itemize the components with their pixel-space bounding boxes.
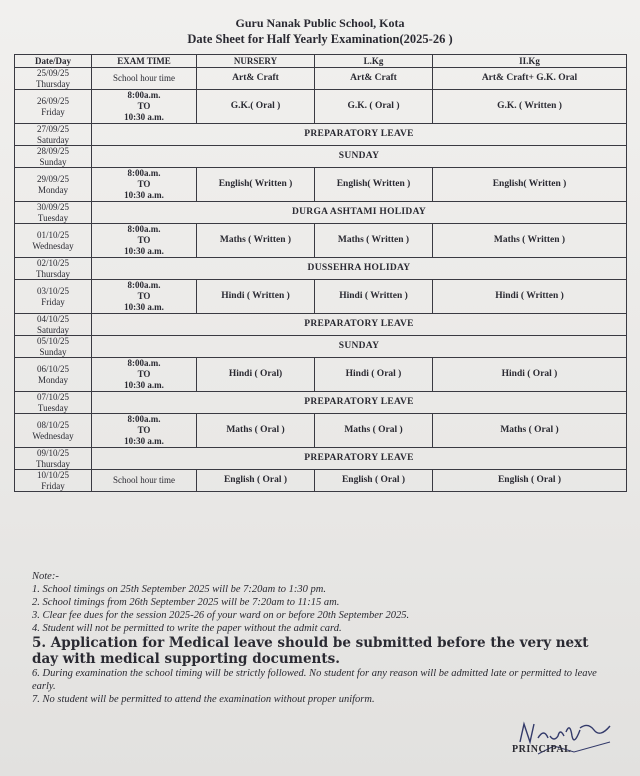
day-text: Wednesday bbox=[32, 240, 74, 251]
time-line: 8:00a.m. bbox=[127, 168, 161, 178]
table-row bbox=[15, 68, 627, 90]
note-7: 7. No student will be permitted to attend the examination without proper uniform. bbox=[32, 694, 375, 705]
date-day-cell bbox=[15, 314, 92, 336]
date-text: 10/10/25 bbox=[36, 470, 69, 480]
time-line: 10:30 a.m. bbox=[124, 436, 164, 446]
time-line: TO bbox=[137, 101, 151, 111]
notes-section bbox=[32, 570, 612, 706]
table-row bbox=[15, 224, 627, 258]
date-text: 04/10/25 bbox=[36, 314, 69, 324]
date-text: 29/09/25 bbox=[36, 174, 69, 184]
table-row bbox=[15, 470, 627, 492]
day-text: Thursday bbox=[36, 78, 70, 89]
table-row bbox=[15, 336, 627, 358]
time-line: TO bbox=[137, 291, 151, 301]
lkg-subject-cell: G.K. ( Oral ) bbox=[315, 90, 433, 124]
date-day-cell bbox=[15, 448, 92, 470]
nursery-subject-cell: English ( Oral ) bbox=[197, 470, 315, 492]
table-header-row bbox=[15, 55, 627, 68]
time-line: 8:00a.m. bbox=[127, 358, 161, 368]
date-day-cell bbox=[15, 90, 92, 124]
nursery-subject-cell: Hindi ( Written ) bbox=[197, 280, 315, 314]
ukg-subject-cell: Maths ( Written ) bbox=[433, 224, 627, 258]
nursery-subject-cell: Art& Craft bbox=[197, 68, 315, 90]
time-line: 8:00a.m. bbox=[127, 414, 161, 424]
day-text: Saturday bbox=[37, 134, 69, 145]
exam-time-cell bbox=[92, 414, 197, 448]
note-5: 5. Application for Medical leave should be submitted before the very next day with medical supporting documents. bbox=[32, 635, 589, 667]
exam-time-cell: School hour time bbox=[92, 470, 197, 492]
date-text: 28/09/25 bbox=[36, 146, 69, 156]
date-text: 07/10/25 bbox=[36, 392, 69, 402]
date-day-cell bbox=[15, 124, 92, 146]
time-line: 10:30 a.m. bbox=[124, 190, 164, 200]
time-line: 10:30 a.m. bbox=[124, 380, 164, 390]
span-cell: PREPARATORY LEAVE bbox=[92, 314, 627, 336]
table-row bbox=[15, 124, 627, 146]
table-row bbox=[15, 146, 627, 168]
ukg-subject-cell: Hindi ( Written ) bbox=[433, 280, 627, 314]
date-text: 25/09/25 bbox=[36, 68, 69, 78]
ukg-subject-cell: English( Written ) bbox=[433, 168, 627, 202]
date-day-cell bbox=[15, 68, 92, 90]
span-cell: SUNDAY bbox=[92, 336, 627, 358]
time-line: 8:00a.m. bbox=[127, 90, 161, 100]
col-ukg: II.Kg bbox=[433, 55, 627, 68]
date-text: 02/10/25 bbox=[36, 258, 69, 268]
time-line: TO bbox=[137, 235, 151, 245]
notes-title: Note:- bbox=[32, 571, 59, 582]
lkg-subject-cell: Hindi ( Oral ) bbox=[315, 358, 433, 392]
day-text: Wednesday bbox=[32, 430, 74, 441]
nursery-subject-cell: Maths ( Oral ) bbox=[197, 414, 315, 448]
day-text: Tuesday bbox=[37, 402, 69, 413]
table-row bbox=[15, 414, 627, 448]
col-exam-time: EXAM TIME bbox=[92, 55, 197, 68]
date-day-cell bbox=[15, 168, 92, 202]
lkg-subject-cell: English ( Oral ) bbox=[315, 470, 433, 492]
day-text: Thursday bbox=[36, 268, 70, 279]
date-text: 03/10/25 bbox=[36, 286, 69, 296]
date-text: 30/09/25 bbox=[36, 202, 69, 212]
lkg-subject-cell: Maths ( Oral ) bbox=[315, 414, 433, 448]
exam-time-cell: School hour time bbox=[92, 68, 197, 90]
table-row bbox=[15, 202, 627, 224]
date-day-cell bbox=[15, 414, 92, 448]
nursery-subject-cell: Maths ( Written ) bbox=[197, 224, 315, 258]
date-text: 08/10/25 bbox=[36, 420, 69, 430]
principal-label: PRINCIPAL bbox=[512, 744, 572, 755]
nursery-subject-cell: Hindi ( Oral) bbox=[197, 358, 315, 392]
day-text: Friday bbox=[41, 296, 65, 307]
note-3: 3. Clear fee dues for the session 2025-26 of your ward on or before 20th September 2025. bbox=[32, 610, 410, 621]
col-lkg: L.Kg bbox=[315, 55, 433, 68]
span-cell: PREPARATORY LEAVE bbox=[92, 124, 627, 146]
table-row bbox=[15, 280, 627, 314]
day-text: Saturday bbox=[37, 324, 69, 335]
span-cell: SUNDAY bbox=[92, 146, 627, 168]
ukg-subject-cell: Hindi ( Oral ) bbox=[433, 358, 627, 392]
nursery-subject-cell: English( Written ) bbox=[197, 168, 315, 202]
date-day-cell bbox=[15, 392, 92, 414]
time-line: 10:30 a.m. bbox=[124, 302, 164, 312]
day-text: Tuesday bbox=[37, 212, 69, 223]
time-line: TO bbox=[137, 179, 151, 189]
exam-time-cell bbox=[92, 90, 197, 124]
day-text: Sunday bbox=[39, 346, 67, 357]
span-cell: PREPARATORY LEAVE bbox=[92, 392, 627, 414]
note-4: 4. Student will not be permitted to write the paper without the admit card. bbox=[32, 623, 342, 634]
lkg-subject-cell: English( Written ) bbox=[315, 168, 433, 202]
note-6: 6. During examination the school timing will be strictly followed. No student for any reason will be admitted late or permitted to leave early. bbox=[32, 668, 597, 692]
date-text: 01/10/25 bbox=[36, 230, 69, 240]
date-day-cell bbox=[15, 224, 92, 258]
day-text: Friday bbox=[41, 106, 65, 117]
exam-time-cell bbox=[92, 358, 197, 392]
exam-time-cell bbox=[92, 168, 197, 202]
ukg-subject-cell: Art& Craft+ G.K. Oral bbox=[433, 68, 627, 90]
table-row bbox=[15, 314, 627, 336]
date-day-cell bbox=[15, 146, 92, 168]
date-day-cell bbox=[15, 280, 92, 314]
date-day-cell bbox=[15, 470, 92, 492]
day-text: Monday bbox=[38, 374, 68, 385]
day-text: Monday bbox=[38, 184, 68, 195]
table-row bbox=[15, 168, 627, 202]
time-line: 8:00a.m. bbox=[127, 280, 161, 290]
exam-time-cell bbox=[92, 224, 197, 258]
table-row bbox=[15, 90, 627, 124]
table-row bbox=[15, 358, 627, 392]
table-row bbox=[15, 448, 627, 470]
table-body bbox=[15, 68, 627, 492]
note-2: 2. School timings from 26th September 2025 will be 7:20am to 11:15 am. bbox=[32, 597, 340, 608]
date-day-cell bbox=[15, 258, 92, 280]
ukg-subject-cell: G.K. ( Written ) bbox=[433, 90, 627, 124]
date-day-cell bbox=[15, 336, 92, 358]
nursery-subject-cell: G.K.( Oral ) bbox=[197, 90, 315, 124]
span-cell: DURGA ASHTAMI HOLIDAY bbox=[92, 202, 627, 224]
date-day-cell bbox=[15, 358, 92, 392]
date-text: 09/10/25 bbox=[36, 448, 69, 458]
date-text: 27/09/25 bbox=[36, 124, 69, 134]
time-line: 10:30 a.m. bbox=[124, 246, 164, 256]
date-text: 05/10/25 bbox=[36, 336, 69, 346]
day-text: Thursday bbox=[36, 458, 70, 469]
ukg-subject-cell: Maths ( Oral ) bbox=[433, 414, 627, 448]
lkg-subject-cell: Maths ( Written ) bbox=[315, 224, 433, 258]
time-line: 8:00a.m. bbox=[127, 224, 161, 234]
col-nursery: NURSERY bbox=[197, 55, 315, 68]
lkg-subject-cell: Art& Craft bbox=[315, 68, 433, 90]
note-1: 1. School timings on 25th September 2025 will be 7:20am to 1:30 pm. bbox=[32, 584, 326, 595]
school-name: Guru Nanak Public School, Kota bbox=[235, 16, 405, 30]
time-line: TO bbox=[137, 425, 151, 435]
lkg-subject-cell: Hindi ( Written ) bbox=[315, 280, 433, 314]
table-row bbox=[15, 392, 627, 414]
date-text: 26/09/25 bbox=[36, 96, 69, 106]
time-line: 10:30 a.m. bbox=[124, 112, 164, 122]
day-text: Sunday bbox=[39, 156, 67, 167]
sheet-title: Date Sheet for Half Yearly Examination(2025-26 ) bbox=[187, 32, 453, 46]
span-cell: DUSSEHRA HOLIDAY bbox=[92, 258, 627, 280]
date-text: 06/10/25 bbox=[36, 364, 69, 374]
date-day-cell bbox=[15, 202, 92, 224]
col-date-day: Date/Day bbox=[15, 55, 92, 68]
exam-time-cell bbox=[92, 280, 197, 314]
day-text: Friday bbox=[41, 480, 65, 491]
table-row bbox=[15, 258, 627, 280]
date-sheet-table bbox=[14, 54, 627, 492]
time-line: TO bbox=[137, 369, 151, 379]
ukg-subject-cell: English ( Oral ) bbox=[433, 470, 627, 492]
span-cell: PREPARATORY LEAVE bbox=[92, 448, 627, 470]
